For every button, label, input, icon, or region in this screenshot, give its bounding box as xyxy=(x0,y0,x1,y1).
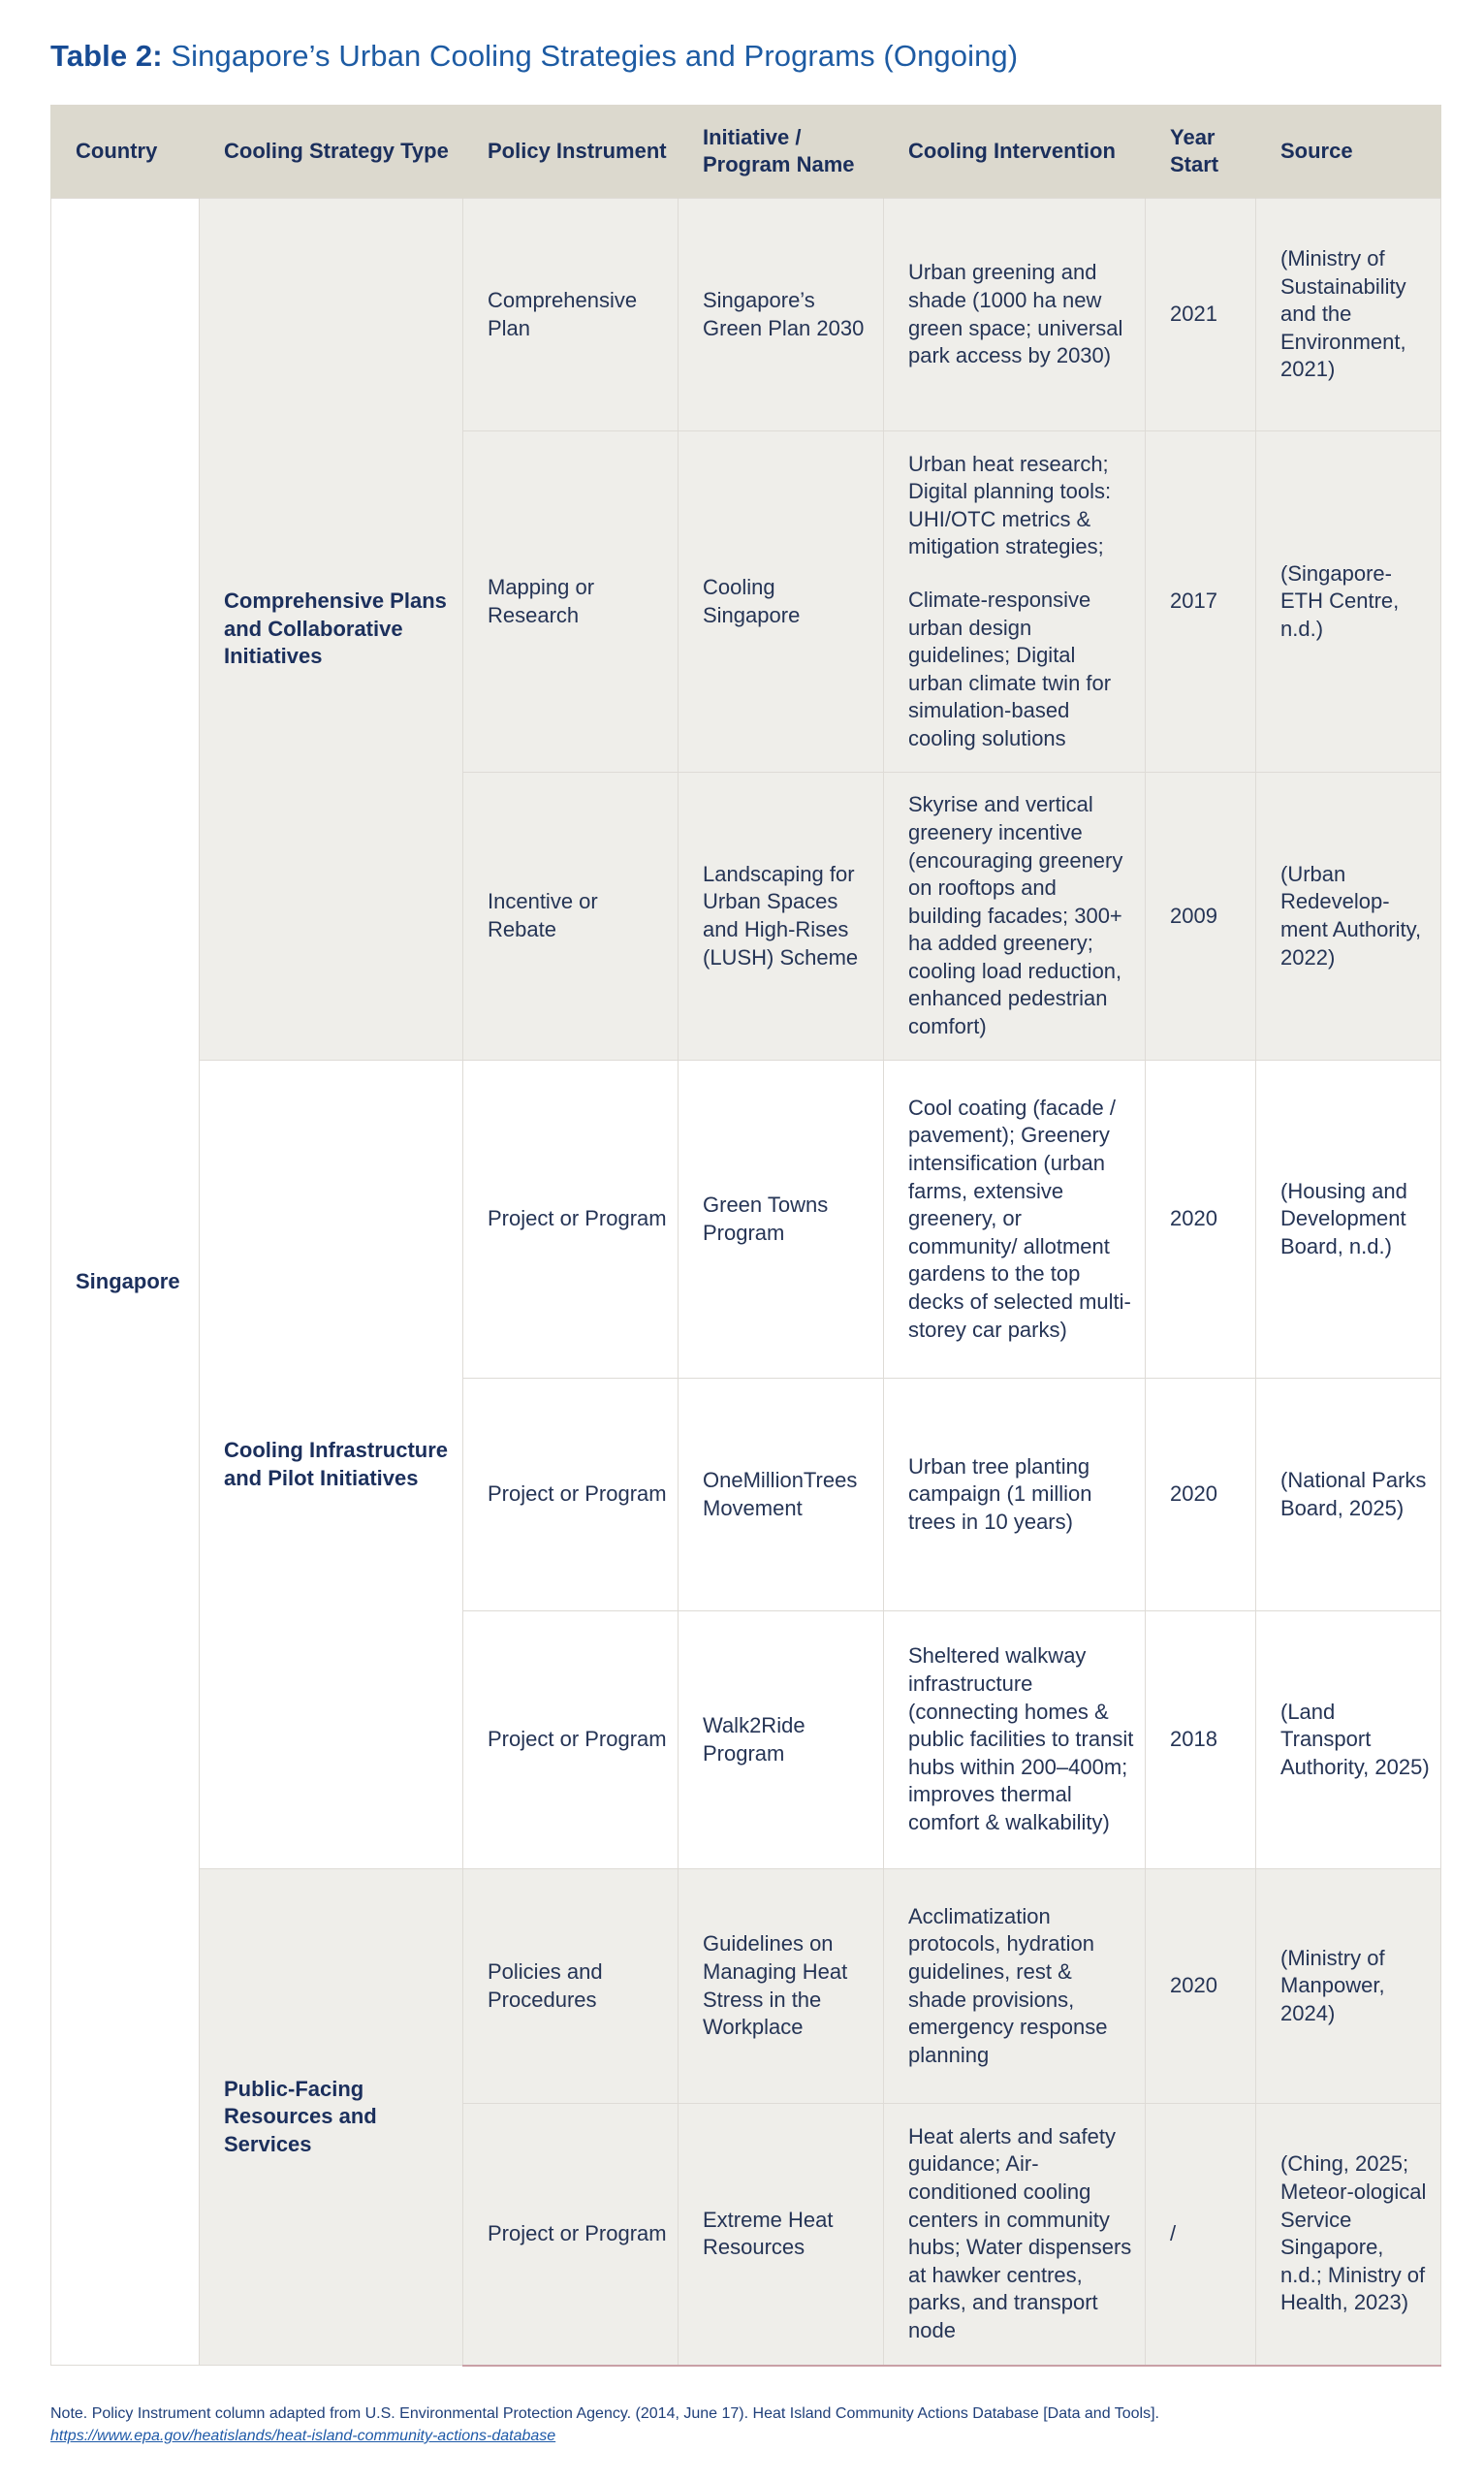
table-header-row xyxy=(51,105,1441,199)
table-title-text: Singapore’s Urban Cooling Strategies and Programs (Ongoing) xyxy=(171,39,1019,73)
program-name-cell: Landscaping for Urban Spaces and High-Rises (LUSH) Scheme xyxy=(679,773,884,1061)
note-link[interactable]: https://www.epa.gov/heatislands/heat-island-community-actions-database xyxy=(50,2428,556,2444)
year-start-cell: 2009 xyxy=(1146,773,1256,1061)
cooling-intervention-cell: Urban greening and shade (1000 ha new green space; universal park access by 2030) xyxy=(884,199,1146,431)
source-cell: (Ministry of Sustainability and the Environment, 2021) xyxy=(1256,199,1441,431)
table-title xyxy=(50,39,1018,74)
intervention-paragraph: Urban heat research; Digital planning tools: UHI/OTC metrics & mitigation strategies; xyxy=(908,451,1112,559)
program-name-cell: Walk2Ride Program xyxy=(679,1611,884,1869)
source-cell: (Urban Redevelop-ment Authority, 2022) xyxy=(1256,773,1441,1061)
cooling-intervention-cell: Urban tree planting campaign (1 million trees in 10 years) xyxy=(884,1379,1146,1611)
note-text: Note. Policy Instrument column adapted from U.S. Environmental Protection Agency. (2014, June 17). Heat Island Community Actions Database [Data and Tools]. xyxy=(50,2405,1159,2422)
year-start-cell: 2020 xyxy=(1146,1379,1256,1611)
program-name-cell: Guidelines on Managing Heat Stress in the Workplace xyxy=(679,1869,884,2104)
policy-instrument-cell: Project or Program xyxy=(463,1379,679,1611)
policy-instrument-cell: Policies and Procedures xyxy=(463,1869,679,2104)
header-program-name: Initiative / Program Name xyxy=(679,105,884,199)
table-row xyxy=(51,1061,1441,1379)
source-cell: (Singapore-ETH Centre, n.d.) xyxy=(1256,431,1441,773)
header-policy-instrument: Policy Instrument xyxy=(463,105,679,199)
strategy-type-cell: Cooling Infrastructure and Pilot Initiatives xyxy=(200,1061,463,1869)
cooling-intervention-cell: Skyrise and vertical greenery incentive (encouraging greenery on rooftops and building facades; 300+ ha added greenery; cooling load reduction, enhanced pedestrian comfort) xyxy=(884,773,1146,1061)
source-cell: (Housing and Development Board, n.d.) xyxy=(1256,1061,1441,1379)
source-cell: (Ching, 2025; Meteor-ological Service Singapore, n.d.; Ministry of Health, 2023) xyxy=(1256,2104,1441,2366)
policy-instrument-cell: Mapping or Research xyxy=(463,431,679,773)
country-cell: Singapore xyxy=(51,199,200,2366)
header-source: Source xyxy=(1256,105,1441,199)
table-row xyxy=(51,1869,1441,2104)
cooling-intervention-cell: Cool coating (facade / pavement); Greenery intensification (urban farms, extensive greenery, or community/ allotment gardens to the top decks of selected multi-storey car parks) xyxy=(884,1061,1146,1379)
year-start-cell: / xyxy=(1146,2104,1256,2366)
cooling-intervention-cell: Heat alerts and safety guidance; Air-conditioned cooling centers in community hubs; Water dispensers at hawker centres, parks, and transport node xyxy=(884,2104,1146,2366)
policy-instrument-cell: Project or Program xyxy=(463,2104,679,2366)
header-country: Country xyxy=(51,105,200,199)
source-cell: (National Parks Board, 2025) xyxy=(1256,1379,1441,1611)
cooling-intervention-cell xyxy=(884,431,1146,773)
source-cell: (Ministry of Manpower, 2024) xyxy=(1256,1869,1441,2104)
program-name-cell: Singapore’s Green Plan 2030 xyxy=(679,199,884,431)
policy-instrument-cell: Comprehensive Plan xyxy=(463,199,679,431)
policy-instrument-cell: Project or Program xyxy=(463,1611,679,1869)
cooling-intervention-cell: Sheltered walkway infrastructure (connecting homes & public facilities to transit hubs within 200–400m; improves thermal comfort & walkability) xyxy=(884,1611,1146,1869)
program-name-cell: Cooling Singapore xyxy=(679,431,884,773)
year-start-cell: 2020 xyxy=(1146,1869,1256,2104)
policy-instrument-cell: Project or Program xyxy=(463,1061,679,1379)
year-start-cell: 2021 xyxy=(1146,199,1256,431)
year-start-cell: 2018 xyxy=(1146,1611,1256,1869)
header-year-start: Year Start xyxy=(1146,105,1256,199)
source-cell: (Land Transport Authority, 2025) xyxy=(1256,1611,1441,1869)
year-start-cell: 2020 xyxy=(1146,1061,1256,1379)
header-cooling-intervention: Cooling Intervention xyxy=(884,105,1146,199)
program-name-cell: OneMillionTrees Movement xyxy=(679,1379,884,1611)
program-name-cell: Extreme Heat Resources xyxy=(679,2104,884,2366)
header-strategy-type: Cooling Strategy Type xyxy=(200,105,463,199)
table-note xyxy=(50,2402,1159,2447)
strategy-type-cell: Comprehensive Plans and Collaborative Initiatives xyxy=(200,199,463,1061)
strategy-type-cell: Public-Facing Resources and Services xyxy=(200,1869,463,2366)
cooling-intervention-cell: Acclimatization protocols, hydration guidelines, rest & shade provisions, emergency response planning xyxy=(884,1869,1146,2104)
table-row xyxy=(51,199,1441,431)
table-label: Table 2: xyxy=(50,39,163,73)
program-name-cell: Green Towns Program xyxy=(679,1061,884,1379)
year-start-cell: 2017 xyxy=(1146,431,1256,773)
intervention-paragraph: Climate-responsive urban design guidelines; Digital urban climate twin for simulation-based cooling solutions xyxy=(908,587,1112,750)
policy-instrument-cell: Incentive or Rebate xyxy=(463,773,679,1061)
cooling-strategies-table xyxy=(50,105,1441,2367)
